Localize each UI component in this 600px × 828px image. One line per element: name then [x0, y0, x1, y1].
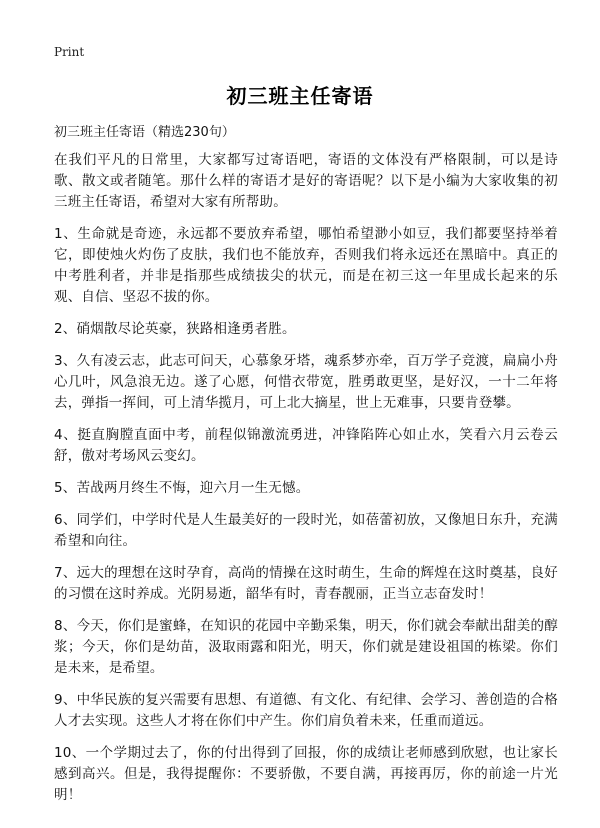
- article-body: [54, 150, 558, 817]
- message-paragraph: 2、硝烟散尽论英豪，狭路相逢勇者胜。: [54, 321, 296, 337]
- page-subtitle: 初三班主任寄语（精选230句）: [54, 125, 235, 140]
- message-paragraph: 9、中华民族的复兴需要有思想、有道德、有文化、有纪律、会学习、善创造的合格人才去实现。这些人才将在你们中产生。你们肩负着未来，任重而道远。: [54, 692, 558, 729]
- message-paragraph: 1、生命就是奇迹，永远都不要放弃希望，哪怕希望渺小如豆，我们都要坚持举着它，即使烛火灼伤了皮肤，我们也不能放弃，否则我们将永远还在黑暗中。真正的中考胜利者，并非是指那些成绩拔尖的状元，而是在初三这一年里成长起来的乐观、自信、坚忍不拔的你。: [54, 226, 558, 305]
- message-paragraph: 8、今天，你们是蜜蜂，在知识的花园中辛勤采集，明天，你们就会奉献出甜美的醇浆；今天，你们是幼苗，汲取雨露和阳光，明天，你们就是建设祖国的栋梁。你们是未来，是希望。: [54, 618, 558, 676]
- message-paragraph: 7、远大的理想在这时孕育，高尚的情操在这时萌生，生命的辉煌在这时奠基，良好的习惯在这时养成。光阴易逝，韶华有时，青春靓丽，正当立志奋发时！: [54, 565, 558, 602]
- print-link[interactable]: Print: [54, 45, 85, 59]
- message-paragraph: 3、久有凌云志，此志可问天，心慕象牙塔，魂系梦亦牵，百万学子竞渡，扁扁小舟心几叶，风急浪无边。遂了心愿，何惜衣带宽，胜勇敢更坚，是好汉，一十二年将去，弹指一挥间，可上清华揽月，可上北大摘星，世上无难事，只要肯登攀。: [54, 353, 558, 411]
- message-paragraph: 10、一个学期过去了，你的付出得到了回报，你的成绩让老师感到欣慰，也让家长感到高兴。但是，我得提醒你：不要骄傲，不要自满，再接再厉，你的前途一片光明！: [54, 745, 558, 803]
- message-paragraph: 4、挺直胸膛直面中考，前程似锦激流勇进，冲锋陷阵心如止水，笑看六月云卷云舒，傲对考场风云变幻。: [54, 427, 558, 464]
- message-paragraph: 6、同学们，中学时代是人生最美好的一段时光，如蓓蕾初放，又像旭日东升，充满希望和向往。: [54, 512, 558, 549]
- intro-paragraph: 在我们平凡的日常里，大家都写过寄语吧，寄语的文体没有严格限制，可以是诗歌、散文或者随笔。那什么样的寄语才是好的寄语呢？以下是小编为大家收集的初三班主任寄语，希望对大家有所帮助。: [54, 152, 558, 210]
- page-title: 初三班主任寄语: [226, 84, 374, 108]
- message-paragraph: 5、苦战两月终生不悔，迎六月一生无憾。: [54, 480, 310, 496]
